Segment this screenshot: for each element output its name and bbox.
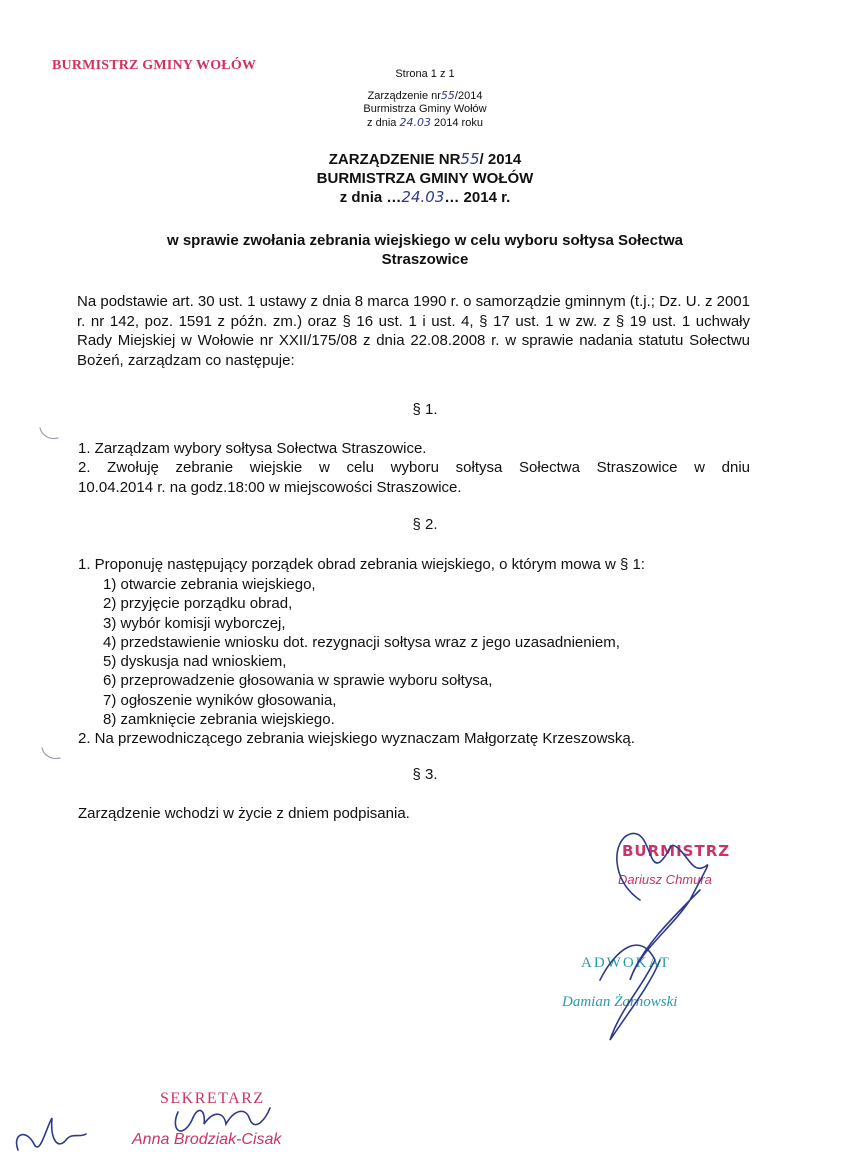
handwritten-title-date: 24.03 [401, 188, 445, 206]
title-line-2: BURMISTRZA GMINY WOŁÓW [316, 170, 534, 187]
agenda-item: 6) przeprowadzenie głosowania w sprawie wyboru sołtysa, [103, 672, 493, 690]
signature-sekretarz [175, 1108, 270, 1131]
date-line: z dnia 24.03 2014 roku [367, 116, 483, 129]
section-2-heading: § 2. [412, 516, 438, 533]
stamp-burmistrz-gminy: BURMISTRZ GMINY WOŁÓW [52, 58, 257, 73]
stamp-adwokat-name: Damian Żarnowski [562, 994, 678, 1010]
signature-adwokat [600, 945, 660, 1040]
page-indicator: Strona 1 z 1 [395, 68, 455, 80]
handwritten-title-number: 55 [460, 150, 480, 168]
preamble: Na podstawie art. 30 ust. 1 ustawy z dnia 8 marca 1990 r. o samorządzie gminnym (t.j.; Dz. U. z 2001 r. nr 142, poz. 1591 z późn. zm.) oraz § 16 ust. 1 i ust. 4, § 17 ust. 1 w zw. z § 19 ust. 1 uchwały Rady Miejskiej w Wołowie nr XXII/175/08 z dnia 22.08.2008 r. w sprawie nadania statutu Sołectwu Bożeń, zarządzam co następuje: [77, 293, 750, 369]
handwritten-date: 24.03 [399, 116, 431, 129]
agenda-item: 3) wybór komisji wyborczej, [103, 614, 286, 632]
scan-mark [40, 428, 58, 439]
stamp-burmistrz: BURMISTRZ [622, 842, 731, 860]
title-line-1: ZARZĄDZENIE NR55/ 2014 [328, 150, 522, 168]
paraph-left [17, 1118, 86, 1150]
section-1-heading: § 1. [412, 401, 438, 418]
agenda-item: 4) przedstawienie wniosku dot. rezygnacji sołtysa wraz z jego uzasadnieniem, [103, 633, 620, 651]
scan-mark [42, 748, 60, 759]
section-3-text: Zarządzenie wchodzi w życie z dniem podpisania. [78, 805, 410, 822]
stamp-burmistrz-name: Dariusz Chmura [618, 872, 712, 887]
stamp-adwokat: ADWOKAT [581, 955, 671, 971]
document-subject: w sprawie zwołania zebrania wiejskiego w celu wyboru sołtysa Sołectwa Straszowice [166, 232, 683, 268]
stamp-sekretarz-name: Anna Brodziak-Cisak [132, 1131, 282, 1148]
agenda-item: 1) otwarcie zebrania wiejskiego, [103, 576, 316, 593]
signature-burmistrz [617, 833, 708, 980]
section-1-item-2-line-1: 2. Zwołuję zebranie wiejskie w celu wyboru sołtysa Sołectwa Straszowice w dniu [78, 459, 750, 476]
section-2-item-1: 1. Proponuję następujący porządek obrad zebrania wiejskiego, o którym mowa w § 1: [78, 556, 645, 573]
handwritten-ref-number: 55 [440, 89, 455, 102]
section-1-item-1: 1. Zarządzam wybory sołtysa Sołectwa Straszowice. [78, 440, 427, 457]
agenda-item: 7) ogłoszenie wyników głosowania, [103, 691, 337, 709]
stamp-sekretarz: SEKRETARZ [160, 1090, 265, 1107]
section-2-item-2: 2. Na przewodniczącego zebrania wiejskiego wyznaczam Małgorzatę Krzeszowską. [78, 730, 635, 747]
agenda-item: 5) dyskusja nad wnioskiem, [103, 653, 287, 671]
title-line-3: z dnia …24.03… 2014 r. [339, 188, 511, 206]
section-1-item-2-line-2: 10.04.2014 r. na godz.18:00 w miejscowości Straszowice. [78, 479, 462, 496]
section-3-heading: § 3. [412, 766, 438, 783]
issuer-line: Burmistrza Gminy Wołów [363, 103, 487, 115]
reference-line: Zarządzenie nr55/2014 [367, 89, 483, 102]
agenda-item: 8) zamknięcie zebrania wiejskiego. [103, 711, 335, 729]
agenda-item: 2) przyjęcie porządku obrad, [103, 595, 293, 613]
